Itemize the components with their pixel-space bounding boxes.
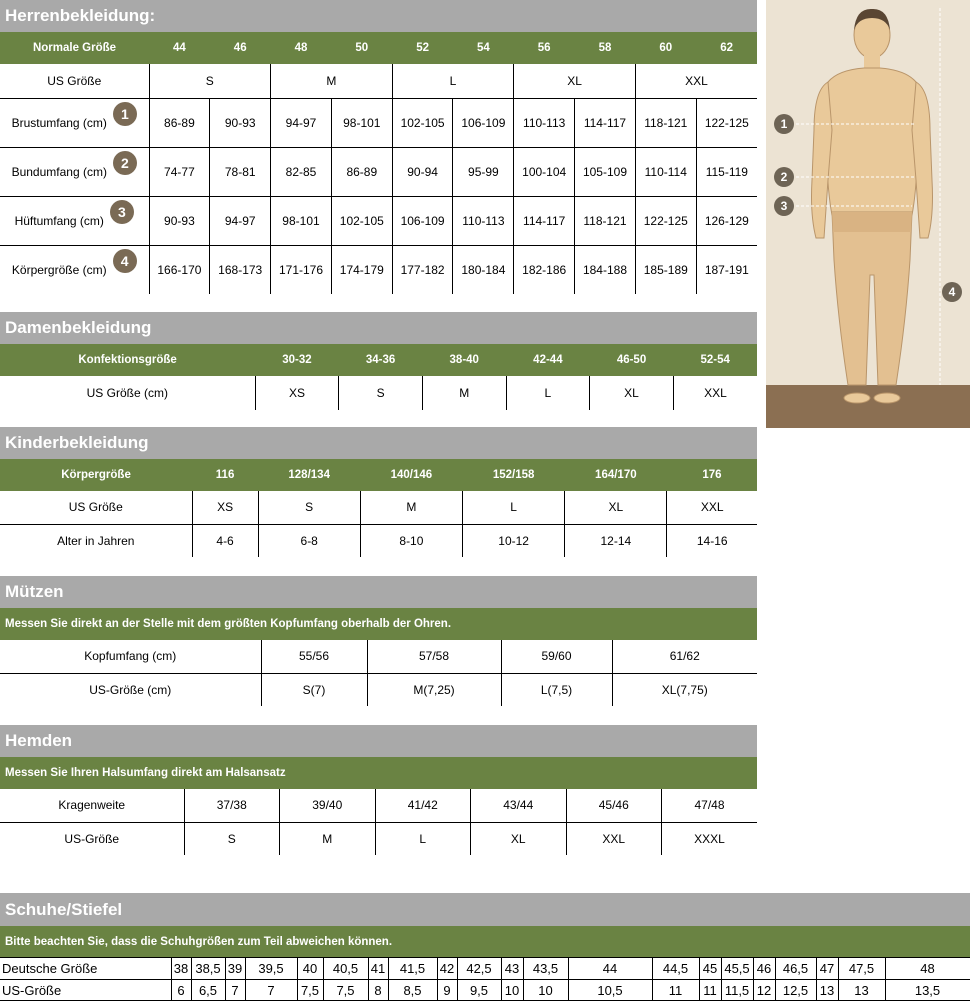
kids-age: 12-14 <box>565 524 667 557</box>
men-cell: 182-186 <box>514 245 575 294</box>
shoes-us-row <box>0 980 970 1001</box>
men-cell: 126-129 <box>696 196 757 245</box>
shoes-de-value: 40 <box>297 958 323 980</box>
hats-us-value: M(7,25) <box>367 673 501 706</box>
kids-us-size: XS <box>192 491 258 524</box>
shoes-de-value: 41 <box>368 958 388 980</box>
figure-marker-3-icon: 3 <box>774 196 794 216</box>
shirts-size-table <box>0 757 757 855</box>
shoes-de-value: 43 <box>501 958 523 980</box>
shoes-title-text: Schuhe/Stiefel <box>5 899 123 919</box>
shoes-us-value: 9 <box>437 980 457 1001</box>
shoes-us-value: 11 <box>699 980 721 1001</box>
men-measure-row <box>0 196 757 245</box>
men-cell: 100-104 <box>514 147 575 196</box>
hats-head-label: Kopfumfang (cm) <box>0 640 261 673</box>
men-size: 48 <box>271 32 332 64</box>
kids-age-label: Alter in Jahren <box>0 524 192 557</box>
shirts-collar-value: 39/40 <box>280 789 376 822</box>
men-size: 44 <box>149 32 210 64</box>
kids-age: 4-6 <box>192 524 258 557</box>
shoes-de-value: 40,5 <box>323 958 368 980</box>
shoes-de-row <box>0 958 970 980</box>
kids-size: 140/146 <box>360 459 462 491</box>
kids-title-text: Kinderbekleidung <box>5 433 149 452</box>
women-size: 30-32 <box>255 344 339 376</box>
shoes-us-value: 13 <box>816 980 838 1001</box>
hats-note: Messen Sie direkt an der Stelle mit dem größten Kopfumfang oberhalb der Ohren. <box>0 608 757 640</box>
men-cell: 114-117 <box>514 196 575 245</box>
marker-4-icon: 4 <box>113 249 137 273</box>
hats-us-value: XL(7,75) <box>661 682 708 697</box>
shoes-de-value: 46,5 <box>775 958 816 980</box>
men-cell: 122-125 <box>635 196 696 245</box>
men-cell: 110-113 <box>453 196 514 245</box>
marker-2-icon: 2 <box>113 151 137 175</box>
shoes-us-value: 7 <box>225 980 245 1001</box>
shirts-us-label: US-Größe <box>0 822 184 855</box>
kids-age: 10-12 <box>463 524 565 557</box>
men-cell: 98-101 <box>331 98 392 147</box>
women-size: 34-36 <box>339 344 423 376</box>
men-cell: 185-189 <box>635 245 696 294</box>
shoes-us-value: 6 <box>171 980 191 1001</box>
shoes-note-table <box>0 926 970 957</box>
shoes-de-value: 46 <box>753 958 775 980</box>
kids-size: 128/134 <box>258 459 360 491</box>
shirts-us-value: S <box>184 822 280 855</box>
kids-us-size: S <box>258 491 360 524</box>
shoes-us-value: 12 <box>753 980 775 1001</box>
shirts-collar-value: 37/38 <box>184 789 280 822</box>
men-cell: 98-101 <box>271 196 332 245</box>
shirts-collar-label: Kragenweite <box>0 789 184 822</box>
men-cell: 86-89 <box>149 98 210 147</box>
kids-age: 8-10 <box>360 524 462 557</box>
women-us-size: XXL <box>704 386 727 400</box>
men-cell: 177-182 <box>392 245 453 294</box>
men-cell: 115-119 <box>696 147 757 196</box>
kids-us-row <box>0 491 757 524</box>
shoes-section-title <box>0 893 970 926</box>
hats-note-row <box>0 608 757 640</box>
hats-size-table <box>0 608 757 706</box>
kids-section-title <box>0 427 757 459</box>
shoes-us-value: 11 <box>652 980 699 1001</box>
shoes-us-value: 9,5 <box>457 980 501 1001</box>
shoes-note: Bitte beachten Sie, dass die Schuhgrößen zum Teil abweichen können. <box>0 926 970 957</box>
men-us-label: US Größe <box>0 64 149 98</box>
kids-us-label: US Größe <box>0 491 192 524</box>
hats-head-value: 55/56 <box>261 640 367 673</box>
women-section-title <box>0 312 757 344</box>
men-cell: 94-97 <box>271 98 332 147</box>
men-cell: 114-117 <box>575 98 636 147</box>
women-us-row <box>0 376 757 410</box>
men-us-size: L <box>392 64 514 98</box>
men-cell: 90-94 <box>392 147 453 196</box>
kids-us-size: XXL <box>667 491 757 524</box>
men-row-label: Brustumfang (cm) 1 <box>0 98 149 147</box>
kids-us-size: M <box>360 491 462 524</box>
men-cell: 187-191 <box>704 262 749 277</box>
shoes-us-value: 11,5 <box>721 980 753 1001</box>
body-figure-icon <box>766 0 970 428</box>
men-measure-row <box>0 245 757 294</box>
shoes-de-label: Deutsche Größe <box>0 958 171 980</box>
shoes-us-value: 8 <box>368 980 388 1001</box>
men-size: 54 <box>453 32 514 64</box>
men-cell: 82-85 <box>271 147 332 196</box>
hats-section-title <box>0 576 757 608</box>
women-title-text: Damenbekleidung <box>5 318 152 337</box>
men-header-row <box>0 32 757 64</box>
women-size: 38-40 <box>422 344 506 376</box>
men-size: 56 <box>514 32 575 64</box>
shirts-note: Messen Sie Ihren Halsumfang direkt am Halsansatz <box>0 757 757 789</box>
shirts-collar-value: 43/44 <box>471 789 567 822</box>
men-cell: 180-184 <box>453 245 514 294</box>
men-cell: 171-176 <box>271 245 332 294</box>
shirts-title-text: Hemden <box>5 731 73 750</box>
hats-title-text: Mützen <box>5 582 64 601</box>
shoes-us-value: 7,5 <box>323 980 368 1001</box>
kids-size: 116 <box>192 459 258 491</box>
shoes-de-value: 41,5 <box>388 958 437 980</box>
men-measure-row <box>0 147 757 196</box>
hats-us-label: US-Größe (cm) <box>0 673 261 706</box>
men-us-size: S <box>149 64 271 98</box>
men-cell: 118-121 <box>635 98 696 147</box>
men-cell: 86-89 <box>331 147 392 196</box>
hats-us-value: S(7) <box>261 673 367 706</box>
men-cell: 106-109 <box>392 196 453 245</box>
figure-marker-4-icon: 4 <box>942 282 962 302</box>
shirts-us-value: XXL <box>566 822 662 855</box>
shoes-de-value: 45,5 <box>721 958 753 980</box>
men-title-text: Herrenbekleidung: <box>5 6 156 25</box>
men-cell: 168-173 <box>210 245 271 294</box>
kids-us-size: XL <box>565 491 667 524</box>
kids-size: 152/158 <box>463 459 565 491</box>
shoes-us-value: 13,5 <box>885 980 970 1001</box>
shirts-section-title <box>0 725 757 757</box>
shoes-us-value: 7 <box>245 980 297 1001</box>
women-us-size: S <box>339 376 423 410</box>
men-cell: 118-121 <box>575 196 636 245</box>
shoes-de-value: 38,5 <box>191 958 225 980</box>
kids-size: 176 <box>667 459 757 491</box>
shoes-de-value: 44,5 <box>652 958 699 980</box>
women-size: 52-54 <box>673 344 757 376</box>
kids-size: 164/170 <box>565 459 667 491</box>
men-cell: 94-97 <box>210 196 271 245</box>
men-row-label: Hüftumfang (cm) 3 <box>0 196 149 245</box>
hats-head-row <box>0 640 757 673</box>
men-cell: 174-179 <box>331 245 392 294</box>
men-cell: 95-99 <box>453 147 514 196</box>
kids-age-row <box>0 524 757 557</box>
marker-3-icon: 3 <box>110 200 134 224</box>
kids-age: 6-8 <box>258 524 360 557</box>
shoes-note-row <box>0 926 970 957</box>
men-size: 52 <box>392 32 453 64</box>
shoes-us-value: 6,5 <box>191 980 225 1001</box>
shirts-us-value: L <box>375 822 471 855</box>
shirts-collar-row <box>0 789 757 822</box>
men-us-size: M <box>271 64 393 98</box>
men-cell: 102-105 <box>392 98 453 147</box>
shoes-us-value: 10 <box>501 980 523 1001</box>
men-cell: 110-113 <box>514 98 575 147</box>
shoes-de-value: 42,5 <box>457 958 501 980</box>
shoes-de-value: 47 <box>816 958 838 980</box>
hats-us-row <box>0 673 757 706</box>
men-cell: 78-81 <box>210 147 271 196</box>
shoes-us-value: 12,5 <box>775 980 816 1001</box>
kids-header-label: Körpergröße <box>0 459 192 491</box>
shoes-de-value: 48 <box>885 958 970 980</box>
body-measurement-figure <box>766 0 970 428</box>
shoes-de-value: 39,5 <box>245 958 297 980</box>
women-header-row <box>0 344 757 376</box>
shirts-us-value: XL <box>471 822 567 855</box>
hats-us-value: L(7,5) <box>501 673 612 706</box>
men-cell: 102-105 <box>331 196 392 245</box>
men-cell: 184-188 <box>575 245 636 294</box>
men-cell: 105-109 <box>575 147 636 196</box>
men-row-label: Bundumfang (cm) 2 <box>0 147 149 196</box>
shoes-de-value: 44 <box>568 958 652 980</box>
kids-us-size: L <box>463 491 565 524</box>
men-measure-row <box>0 98 757 147</box>
women-size: 42-44 <box>506 344 590 376</box>
shoes-us-value: 10 <box>523 980 568 1001</box>
shirts-us-value: M <box>280 822 376 855</box>
shoes-de-value: 45 <box>699 958 721 980</box>
hats-head-value: 57/58 <box>367 640 501 673</box>
shoes-size-table <box>0 957 970 1001</box>
shirts-collar-value: 47/48 <box>662 789 758 822</box>
men-size-table <box>0 32 757 294</box>
men-cell: 90-93 <box>210 98 271 147</box>
men-size: 46 <box>210 32 271 64</box>
men-cell: 106-109 <box>453 98 514 147</box>
kids-age: 14-16 <box>696 533 728 548</box>
men-cell: 74-77 <box>149 147 210 196</box>
shoes-us-value: 10,5 <box>568 980 652 1001</box>
men-cell: 122-125 <box>696 98 757 147</box>
shirts-us-value: XXXL <box>694 831 725 846</box>
shirts-us-row <box>0 822 757 855</box>
men-us-row <box>0 64 757 98</box>
men-size: 50 <box>331 32 392 64</box>
women-us-size: XS <box>255 376 339 410</box>
marker-1-icon: 1 <box>113 102 137 126</box>
women-header-label: Konfektionsgröße <box>0 344 255 376</box>
shirts-collar-value: 45/46 <box>566 789 662 822</box>
men-us-size: XL <box>514 64 636 98</box>
kids-size-table <box>0 459 757 557</box>
men-size: 60 <box>635 32 696 64</box>
shoes-us-value: 7,5 <box>297 980 323 1001</box>
shirts-note-row <box>0 757 757 789</box>
men-row-label: Körpergröße (cm) 4 <box>0 245 149 294</box>
men-section-title <box>0 0 757 32</box>
women-us-size: L <box>506 376 590 410</box>
men-cell: 110-114 <box>635 147 696 196</box>
men-size: 62 <box>696 32 757 64</box>
figure-marker-1-icon: 1 <box>774 114 794 134</box>
shoes-us-value: 8,5 <box>388 980 437 1001</box>
shirts-collar-value: 41/42 <box>375 789 471 822</box>
shoes-de-value: 43,5 <box>523 958 568 980</box>
women-us-size: M <box>422 376 506 410</box>
hats-head-value: 61/62 <box>612 640 757 673</box>
kids-header-row <box>0 459 757 491</box>
men-size: 58 <box>575 32 636 64</box>
women-size: 46-50 <box>590 344 674 376</box>
women-us-size: XL <box>590 376 674 410</box>
men-header-label: Normale Größe <box>0 32 149 64</box>
men-us-size: XXL <box>635 64 757 98</box>
shoes-us-label: US-Größe <box>0 980 171 1001</box>
shoes-de-value: 42 <box>437 958 457 980</box>
women-us-label: US Größe (cm) <box>0 376 255 410</box>
men-cell: 90-93 <box>149 196 210 245</box>
shoes-de-value: 47,5 <box>838 958 885 980</box>
shoes-us-value: 13 <box>838 980 885 1001</box>
shoes-de-value: 38 <box>171 958 191 980</box>
women-size-table <box>0 344 757 410</box>
figure-marker-2-icon: 2 <box>774 167 794 187</box>
shoes-de-value: 39 <box>225 958 245 980</box>
men-cell: 166-170 <box>149 245 210 294</box>
hats-head-value: 59/60 <box>501 640 612 673</box>
